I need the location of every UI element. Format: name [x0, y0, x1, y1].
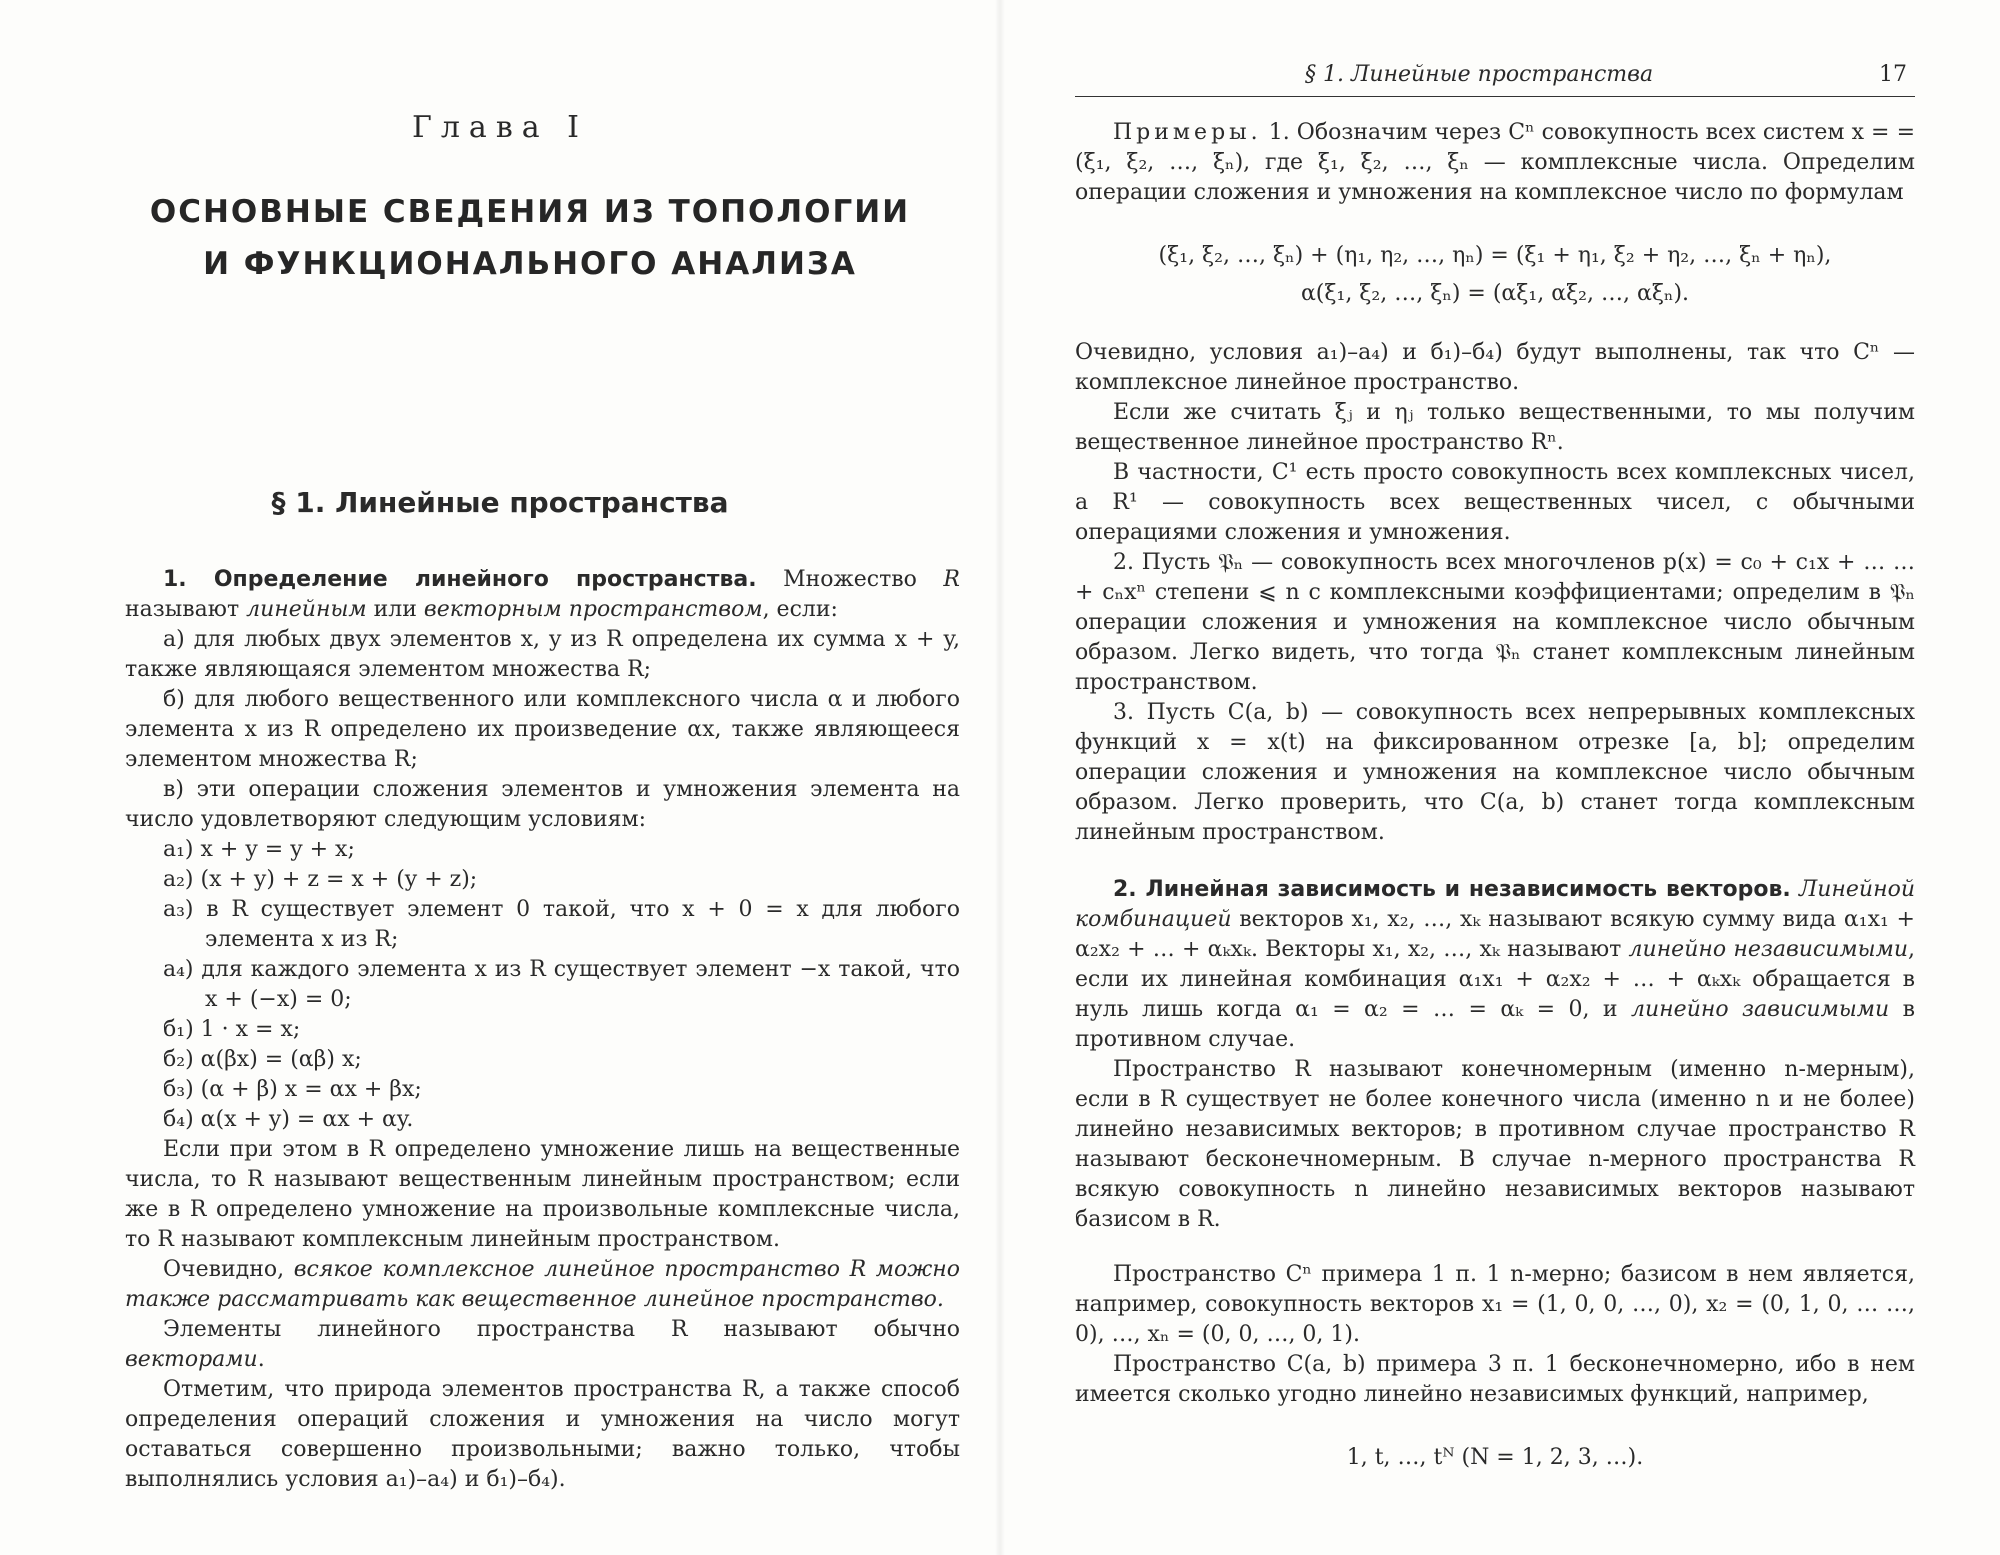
example-2: 2. Пусть 𝔓ₙ — совокупность всех многочленов p(x) = c₀ + c₁x + … … + cₙxⁿ степени ⩽ n с комплексными коэффициентами; определим в 𝔓ₙ операции сложения и умножения на комплексное число обычным образом. Легко видеть, что тогда 𝔓ₙ станет комплексным линейным пространством.	[1075, 550, 1915, 695]
subhead-dependence: 2. Линейная зависимость и независимость векторов.	[1113, 877, 1791, 902]
right-body-2	[1075, 875, 1915, 1235]
axiom-b1: б₁) 1 · x = x;	[163, 1017, 301, 1042]
chapter-title-line-2: И ФУНКЦИОНАЛЬНОГО АНАЛИЗА	[203, 246, 857, 282]
formula-powers: 1, t, …, tᴺ (N = 1, 2, 3, …).	[1346, 1445, 1644, 1470]
example-1: Примеры. 1. Обозначим через Cⁿ совокупность всех систем x = = (ξ₁, ξ₂, …, ξₙ), где ξ₁, ξ₂, …, ξₙ — комплексные числа. Определим операции сложения и умножения на комплексное число по формулам	[1075, 120, 1915, 205]
example-3: 3. Пусть C(a, b) — совокупность всех непрерывных комплексных функций x = x(t) на фиксированном отрезке [a, b]; определим операции сложения и умножения на комплексное число обычным образом. Легко проверить, что C(a, b) станет тогда комплексным линейным пространством.	[1075, 700, 1915, 845]
formula-sum: (ξ₁, ξ₂, …, ξₙ) + (η₁, η₂, …, ηₙ) = (ξ₁ + η₁, ξ₂ + η₂, …, ξₙ + ηₙ),	[1158, 243, 1832, 268]
page-number: 17	[1879, 62, 1907, 87]
infinite-example: Пространство C(a, b) примера 3 п. 1 бесконечномерно, ибо в нем имеется сколько угодно линейно независимых функций, например,	[1075, 1352, 1915, 1407]
examples-block	[1075, 118, 1915, 208]
axiom-a1: а₁) x + y = y + x;	[163, 837, 355, 862]
axiom-b2: б₂) α(βx) = (αβ) x;	[163, 1047, 362, 1072]
obvious-paragraph: Очевидно, всякое комплексное линейное пространство R можно также рассматривать как вещественное линейное пространство.	[125, 1257, 961, 1312]
axiom-a4: а₄) для каждого элемента x из R существует элемент −x такой, что x + (−x) = 0;	[163, 957, 960, 1012]
chapter-title	[140, 186, 920, 290]
particular-case: В частности, C¹ есть просто совокупность всех комплексных чисел, а R¹ — совокупность всех вещественных чисел, с обычными операциями сложения и умножения.	[1075, 460, 1915, 545]
linear-combination-paragraph: 2. Линейная зависимость и независимость векторов. Линейной комбинацией векторов x₁, x₂, …, xₖ называют всякую сумму вида α₁x₁ + α₂x₂ + … + αₖxₖ. Векторы x₁, x₂, …, xₖ называют линейно независимыми, если их линейная комбинация α₁x₁ + α₂x₂ + … + αₖxₖ обращается в нуль лишь когда α₁ = α₂ = … = αₖ = 0, и линейно зависимыми в противном случае.	[1075, 877, 1915, 1052]
left-body	[125, 565, 960, 1495]
real-complex-paragraph: Если при этом в R определено умножение лишь на вещественные числа, то R называют вещественным линейным пространством; если же в R определено умножение на произвольные комплексные числа, то R называют комплексным линейным пространством.	[125, 1137, 960, 1252]
definition-paragraph: 1. Определение линейного пространства. Множество R называют линейным или векторным пространством, если:	[125, 567, 960, 622]
real-case: Если же считать ξⱼ и ηⱼ только вещественными, то мы получим вещественное линейное пространство Rⁿ.	[1075, 400, 1915, 455]
condition-c: в) эти операции сложения элементов и умножения элемента на число удовлетворяют следующим условиям:	[125, 777, 960, 832]
finite-dimension-paragraph: Пространство R называют конечномерным (именно n-мерным), если в R существует не более конечного числа (именно n и не более) линейно независимых векторов; в противном случае пространство R называют бесконечномерным. В случае n-мерного пространства R всякую совокупность n линейно независимых векторов называют базисом в R.	[1075, 1057, 1915, 1232]
right-body-1	[1075, 338, 1915, 848]
chapter-title-line-1: ОСНОВНЫЕ СВЕДЕНИЯ ИЗ ТОПОЛОГИИ	[149, 194, 911, 230]
right-body-3	[1075, 1260, 1915, 1410]
axiom-a2: а₂) (x + y) + z = x + (y + z);	[163, 867, 478, 892]
section-title: § 1. Линейные пространства	[271, 486, 729, 519]
right-page	[1000, 0, 2000, 1555]
subhead-definition: 1. Определение линейного пространства.	[163, 567, 757, 592]
axiom-b3: б₃) (α + β) x = αx + βx;	[163, 1077, 422, 1102]
axiom-b4: б₄) α(x + y) = αx + αy.	[163, 1107, 414, 1132]
chapter-label: Глава I	[412, 110, 588, 145]
condition-b: б) для любого вещественного или комплексного числа α и любого элемента x из R определено их произведение αx, также являющееся элементом множества R;	[125, 687, 960, 772]
formula-product: α(ξ₁, ξ₂, …, ξₙ) = (αξ₁, αξ₂, …, αξₙ).	[1300, 281, 1690, 306]
vectors-paragraph: Элементы линейного пространства R называют обычно векторами.	[125, 1317, 960, 1372]
running-header	[1075, 62, 1915, 97]
axiom-a3: а₃) в R существует элемент 0 такой, что x + 0 = x для любого элемента x из R;	[163, 897, 960, 952]
basis-example: Пространство Cⁿ примера 1 п. 1 n-мерно; базисом в нем является, например, совокупность векторов x₁ = (1, 0, 0, …, 0), x₂ = (0, 1, 0, … …, 0), …, xₙ = (0, 0, …, 0, 1).	[1075, 1262, 1915, 1347]
running-title: § 1. Линейные пространства	[1305, 62, 1654, 87]
after-formula: Очевидно, условия а₁)–а₄) и б₁)–б₄) будут выполнены, так что Cⁿ — комплексное линейное пространство.	[1075, 340, 1915, 395]
nature-paragraph: Отметим, что природа элементов пространства R, а также способ определения операций сложения и умножения на число могут оставаться совершенно произвольными; важно только, чтобы выполнялись условия а₁)–а₄) и б₁)–б₄).	[125, 1377, 960, 1492]
condition-a: а) для любых двух элементов x, y из R определена их сумма x + y, также являющаяся элементом множества R;	[125, 627, 960, 682]
